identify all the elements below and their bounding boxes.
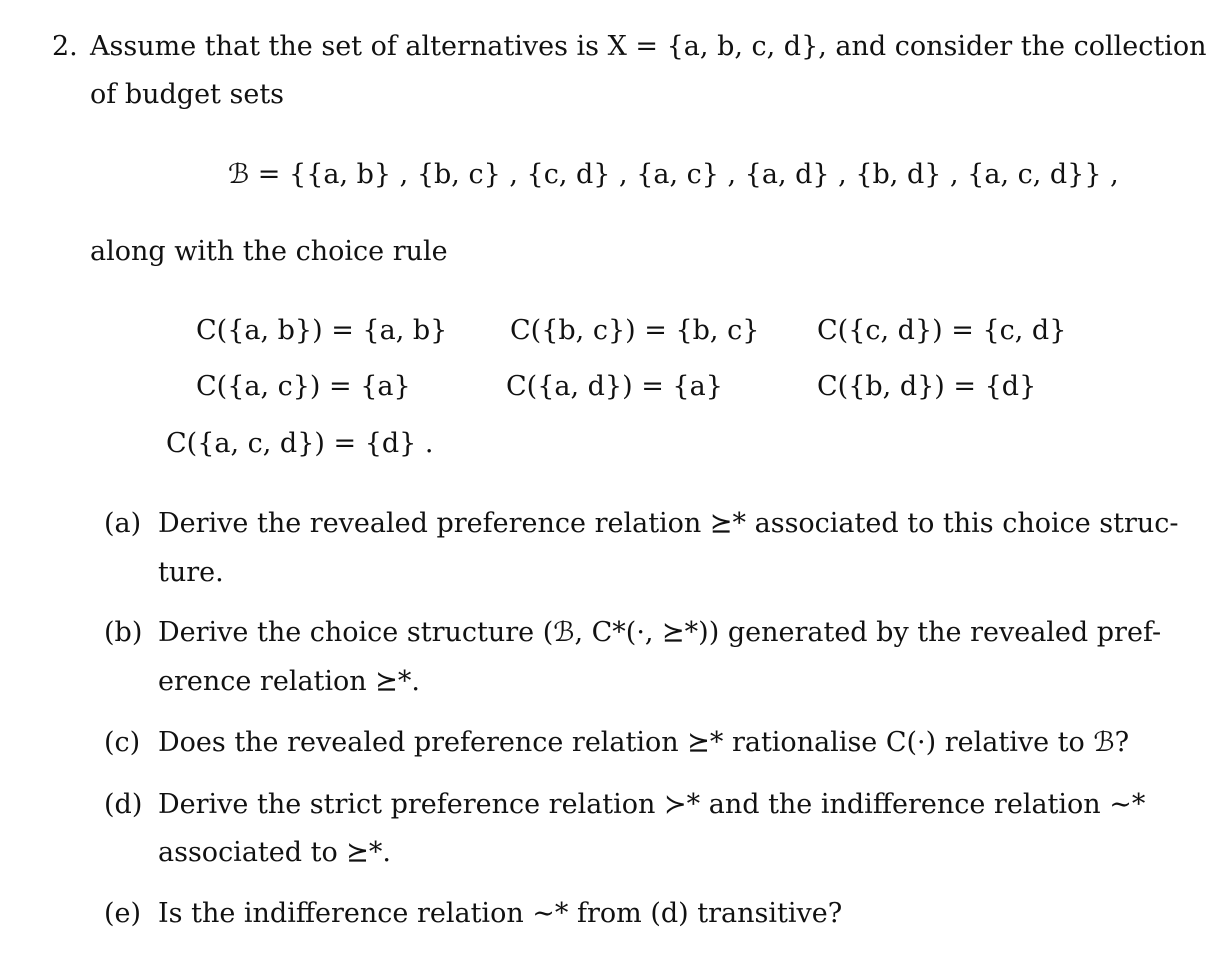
choice-rule-equation-4: C({a, c}) = {a}	[196, 371, 411, 402]
part-e-text-line-1: Is the indifference relation ∼* from (d) transitive?	[158, 898, 843, 929]
choice-rule-equation-2: C({b, c}) = {b, c}	[510, 315, 760, 346]
part-b-text-line-2: erence relation ⪰*.	[158, 666, 420, 697]
choice-rule-equation-1: C({a, b}) = {a, b}	[196, 315, 448, 346]
part-d-text-line-1: Derive the strict preference relation ≻* and the indifference relation ∼*	[158, 789, 1146, 820]
problem-number: 2.	[52, 31, 78, 62]
part-c-label: (c)	[104, 727, 141, 758]
part-b-label: (b)	[104, 617, 143, 648]
part-a-label: (a)	[104, 508, 142, 539]
problem-intro-line-1: Assume that the set of alternatives is X = {a, b, c, d}, and consider the collection	[90, 31, 1207, 62]
budget-sets-equation: ℬ = {{a, b} , {b, c} , {c, d} , {a, c} , {a, d} , {b, d} , {a, c, d}} ,	[228, 159, 1119, 190]
part-c-text-line-1: Does the revealed preference relation ⪰* rationalise C(·) relative to ℬ?	[158, 727, 1130, 758]
choice-rule-equation-3: C({c, d}) = {c, d}	[817, 315, 1067, 346]
part-d-text-line-2: associated to ⪰*.	[158, 837, 392, 868]
part-a-text-line-1: Derive the revealed preference relation ⪰* associated to this choice struc-	[158, 508, 1179, 539]
choice-rule-equation-6: C({b, d}) = {d}	[817, 371, 1037, 402]
choice-rule-equation-7: C({a, c, d}) = {d} .	[166, 428, 434, 459]
part-a-text-line-2: ture.	[158, 557, 224, 588]
choice-rule-intro: along with the choice rule	[90, 236, 448, 267]
part-b-text-line-1: Derive the choice structure (ℬ, C*(·, ⪰*)) generated by the revealed pref-	[158, 617, 1162, 648]
problem-intro-line-2: of budget sets	[90, 79, 285, 110]
choice-rule-equation-5: C({a, d}) = {a}	[506, 371, 723, 402]
part-d-label: (d)	[104, 789, 143, 820]
part-e-label: (e)	[104, 898, 142, 929]
